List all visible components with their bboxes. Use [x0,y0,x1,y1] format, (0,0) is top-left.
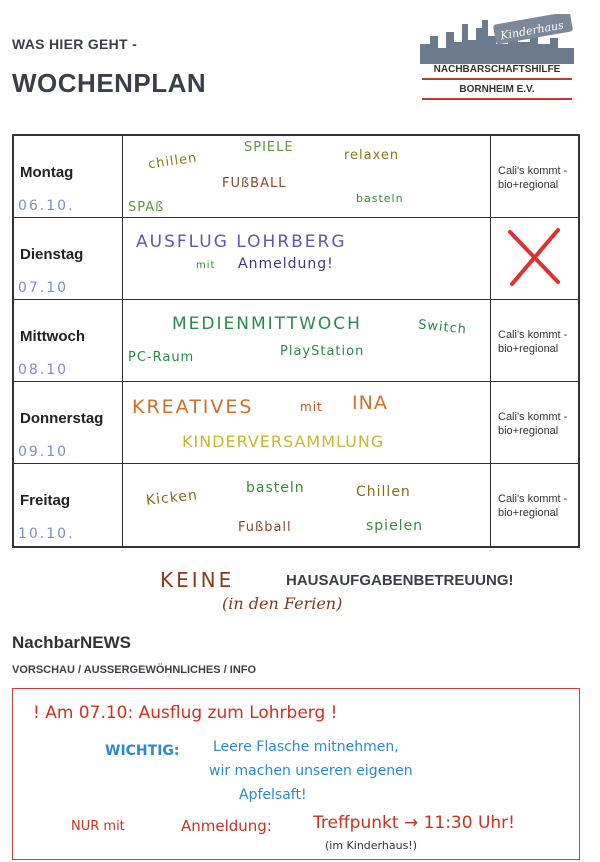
day-date: 06.10. [18,198,75,214]
activity: SPAß [128,200,165,215]
logo-tag: Kinderhaus [499,18,565,43]
meal-note: Cali's kommt - bio+regional [498,329,568,355]
weekly-plan-table [12,134,580,548]
meal-note: Cali's kommt - bio+regional [498,165,568,191]
news-important-label: WICHTIG: [105,743,180,759]
day-label: Donnerstag [20,410,104,427]
activity: basteln [246,480,305,496]
no-homework-note: (in den Ferien) [222,594,343,613]
logo-org-line2: BORNHEIM E.V. [459,84,535,95]
no-homework-handwritten: KEINE [160,568,235,592]
activity: Fußball [238,520,292,535]
day-label: Freitag [20,492,71,509]
activity: INA [352,392,388,414]
news-title: NachbarNEWS [12,633,132,652]
news-line: wir machen unseren eigenen [209,763,413,779]
meal-note: Cali's kommt - bio+regional [498,493,568,519]
cross-icon [504,226,564,288]
activity: KREATIVES [132,396,254,418]
day-date: 07.10 [18,280,69,296]
table-row [14,464,578,546]
news-subtitle: VORSCHAU / AUSSERGEWÖHNLICHES / INFO [12,664,257,676]
news-line: ! Am 07.10: Ausflug zum Lohrberg ! [33,703,338,723]
activity: spielen [366,518,424,534]
news-line: NUR mit [71,819,125,834]
logo-org-line1: NACHBARSCHAFTSHILFE [433,64,561,75]
activity: basteln [356,192,404,205]
activity: AUSFLUG LOHRBERG [136,232,347,252]
activity: Anmeldung! [238,256,334,272]
activity: Chillen [356,484,411,500]
activity: mit [196,260,216,271]
no-homework-heading: HAUSAUFGABENBETREUUNG! [286,572,514,589]
table-row [14,300,578,382]
day-date: 08.10 [18,362,69,378]
page-kicker: WAS HIER GEHT - [12,36,138,52]
news-box [12,688,580,860]
day-label: Mittwoch [20,328,85,345]
day-label: Dienstag [20,246,84,263]
activity: chillen [147,150,199,173]
activity: mit [300,400,323,414]
logo [418,14,578,106]
news-line: Leere Flasche mitnehmen, [213,739,399,755]
activity: Switch [417,317,468,338]
news-line: Anmeldung: [181,817,272,835]
day-date: 09.10 [18,444,69,460]
table-row [14,136,578,218]
news-note: (im Kinderhaus!) [325,839,417,852]
table-row [14,382,578,464]
day-label: Montag [20,164,74,181]
activity: MEDIENMITTWOCH [172,314,362,334]
day-date: 10.10. [18,526,75,542]
table-row [14,218,578,300]
activity: PlayStation [280,344,365,359]
page-title: WOCHENPLAN [12,68,207,98]
activity: Kicken [145,487,199,509]
news-line: Treffpunkt → 11:30 Uhr! [313,813,515,833]
activity: SPIELE [244,140,294,155]
news-line: Apfelsaft! [239,787,307,803]
activity: PC-Raum [128,350,195,365]
meal-note: Cali's kommt - bio+regional [498,411,568,437]
activity: KINDERVERSAMMLUNG [182,432,385,451]
activity: relaxen [344,148,400,163]
activity: FUßBALL [222,176,287,191]
